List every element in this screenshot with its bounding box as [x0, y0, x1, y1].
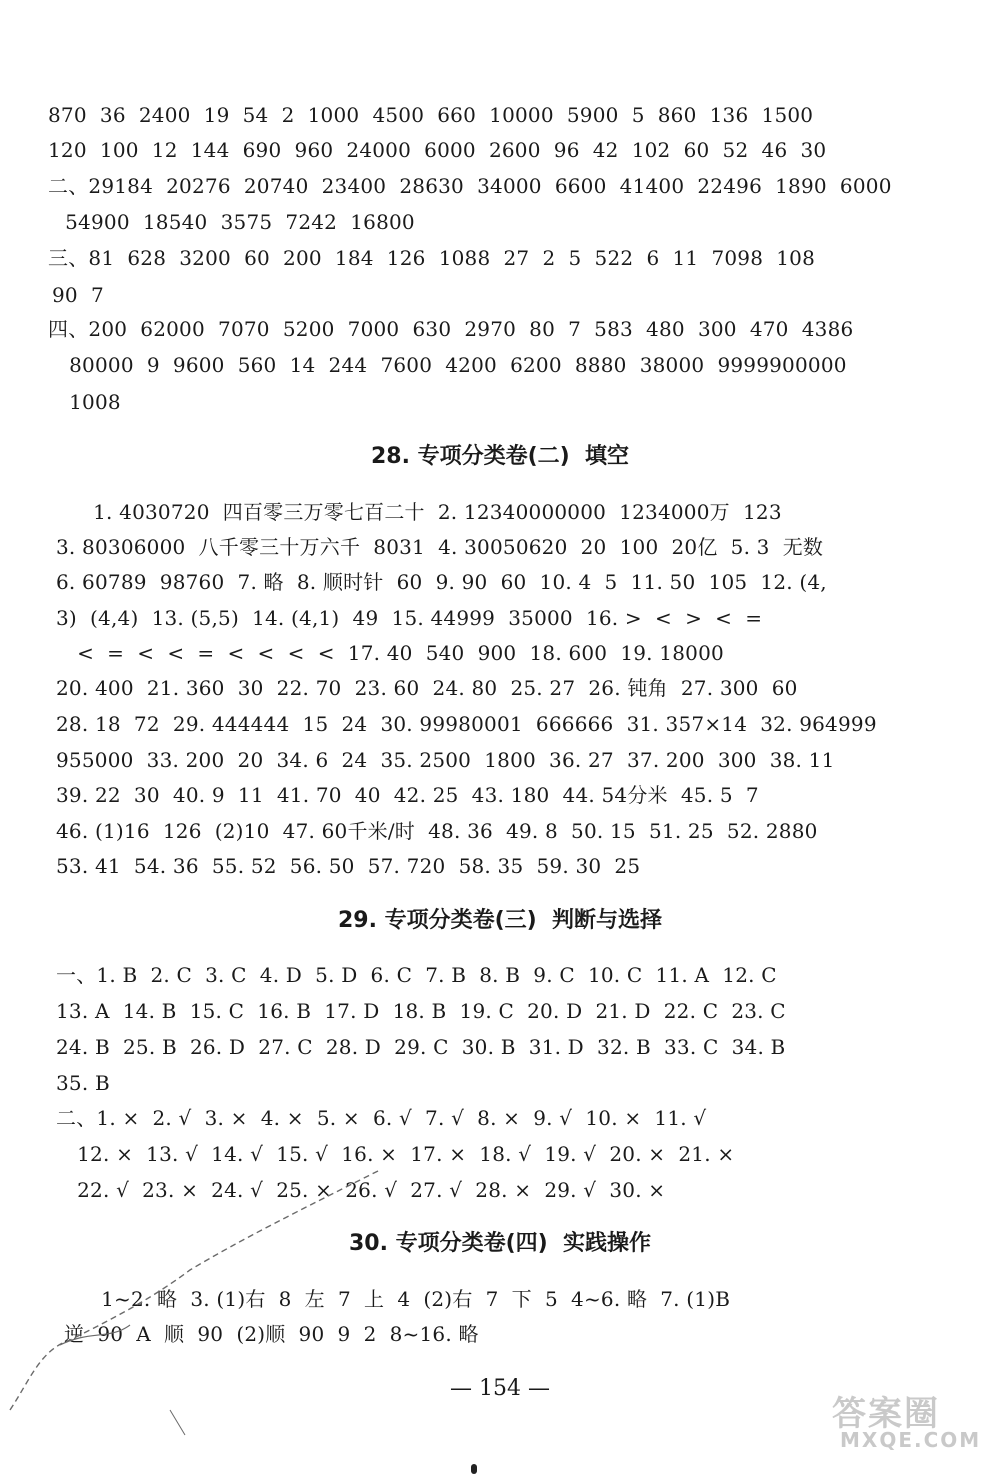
answer-line: 6. 60789 98760 7. 略 8. 顺时针 60 9. 90 60 10. 4 5 11. 50 105 12. (4,	[56, 570, 827, 594]
answer-line: 四、200 62000 7070 5200 7000 630 2970 80 7 583 480 300 470 4386	[48, 317, 854, 341]
answer-line: 90 7	[52, 283, 104, 307]
pencil-scribble	[0, 1150, 420, 1450]
answer-line: 二、29184 20276 20740 23400 28630 34000 6600 41400 22496 1890 6000	[48, 174, 892, 198]
answer-line: < = < < = < < < < 17. 40 540 900 18. 600 19. 18000	[64, 641, 724, 665]
answer-line: 二、1. × 2. √ 3. × 4. × 5. × 6. √ 7. √ 8. × 9. √ 10. × 11. √	[56, 1106, 707, 1130]
answer-line: 28. 18 72 29. 444444 15 24 30. 99980001 666666 31. 357×14 32. 964999	[56, 712, 877, 736]
answer-line: 39. 22 30 40. 9 11 41. 70 40 42. 25 43. 180 44. 54分米 45. 5 7	[56, 783, 759, 807]
answer-line: 三、81 628 3200 60 200 184 126 1088 27 2 5 522 6 11 7098 108	[48, 246, 816, 270]
answer-line: 13. A 14. B 15. C 16. B 17. D 18. B 19. C 20. D 21. D 22. C 23. C	[56, 999, 786, 1023]
answer-line: 3) (4,4) 13. (5,5) 14. (4,1) 49 15. 44999 35000 16. > < > < =	[56, 606, 763, 630]
page-number: — 154 —	[450, 1376, 550, 1401]
answer-line: 955000 33. 200 20 34. 6 24 35. 2500 1800 36. 27 37. 200 300 38. 11	[56, 748, 835, 772]
answer-line: 3. 80306000 八千零三十万六千 8031 4. 30050620 20 100 20亿 5. 3 无数	[56, 535, 824, 559]
ink-speck	[471, 1464, 477, 1474]
watermark-logo-text: 答案圈	[832, 1394, 940, 1434]
answer-line: 54900 18540 3575 7242 16800	[52, 210, 415, 234]
answer-line: 53. 41 54. 36 55. 52 56. 50 57. 720 58. 35 59. 30 25	[56, 854, 641, 878]
answer-line: 一、1. B 2. C 3. C 4. D 5. D 6. C 7. B 8. B 9. C 10. C 11. A 12. C	[56, 963, 777, 987]
section-heading-28: 28. 专项分类卷(二) 填空	[370, 444, 630, 469]
answer-line: 870 36 2400 19 54 2 1000 4500 660 10000 5900 5 860 136 1500	[48, 103, 814, 127]
answer-line: 80000 9 9600 560 14 244 7600 4200 6200 8880 38000 9999900000	[56, 353, 847, 377]
answer-line: 24. B 25. B 26. D 27. C 28. D 29. C 30. B 31. D 32. B 33. C 34. B	[56, 1035, 786, 1059]
section-heading-30: 30. 专项分类卷(四) 实践操作	[348, 1231, 652, 1256]
answer-line: 1~2. 略 3. (1)右 8 左 7 上 4 (2)右 7 下 5 4~6. 略 7. (1)B	[88, 1287, 731, 1311]
answer-line: 22. √ 23. × 24. √ 25. × 26. √ 27. √ 28. × 29. √ 30. ×	[64, 1178, 666, 1202]
site-watermark	[832, 1386, 982, 1456]
answer-line: 1. 4030720 四百零三万零七百二十 2. 12340000000 1234000万 123	[80, 500, 782, 524]
answer-line: 120 100 12 144 690 960 24000 6000 2600 96 42 102 60 52 46 30	[48, 138, 827, 162]
section-heading-29: 29. 专项分类卷(三) 判断与选择	[337, 908, 663, 933]
answer-line: 35. B	[56, 1071, 110, 1095]
answer-line: 20. 400 21. 360 30 22. 70 23. 60 24. 80 25. 27 26. 钝角 27. 300 60	[56, 676, 798, 700]
answer-line: 逆 90 A 顺 90 (2)顺 90 9 2 8~16. 略	[64, 1322, 479, 1346]
answer-line: 46. (1)16 126 (2)10 47. 60千米/时 48. 36 49. 8 50. 15 51. 25 52. 2880	[56, 819, 818, 843]
answer-line: 1008	[56, 390, 121, 414]
watermark-url-text: MXQE.COM	[840, 1428, 982, 1452]
answer-line: 12. × 13. √ 14. √ 15. √ 16. × 17. × 18. √ 19. √ 20. × 21. ×	[64, 1142, 735, 1166]
